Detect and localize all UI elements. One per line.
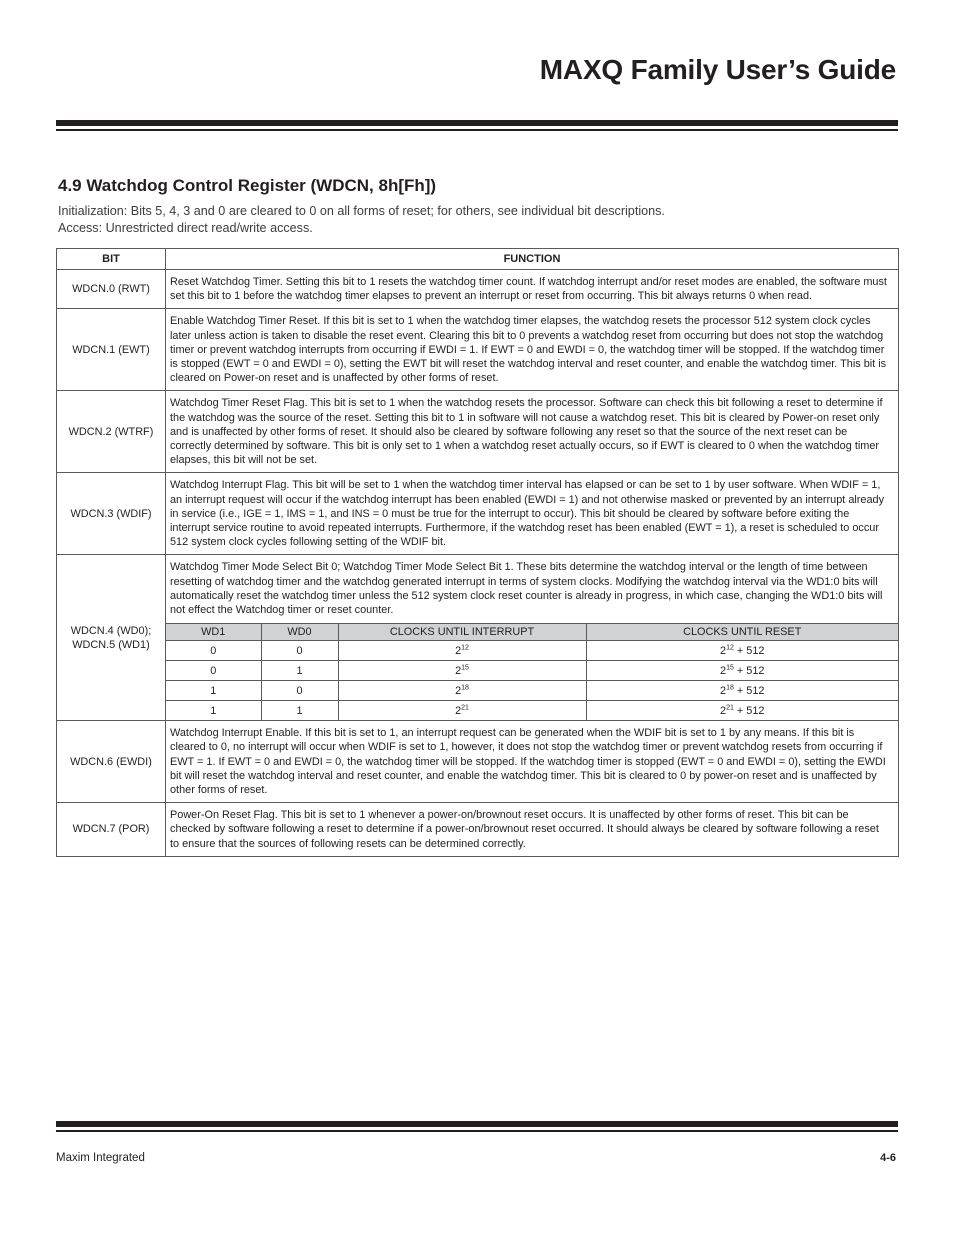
wd1-value: 1	[166, 701, 261, 721]
clocks-until-interrupt-value	[338, 641, 586, 661]
bit-cell: WDCN.3 (WDIF)	[57, 473, 166, 555]
clocks-until-interrupt-value	[338, 661, 586, 681]
bit-cell: WDCN.7 (POR)	[57, 803, 166, 857]
bit-cell: WDCN.2 (WTRF)	[57, 391, 166, 473]
table-header-row	[57, 249, 899, 270]
footer-rule-thin	[56, 1130, 898, 1132]
clocks-until-interrupt-value	[338, 681, 586, 701]
function-cell: Watchdog Timer Reset Flag. This bit is set to 1 when the watchdog resets the processor. Software can check this bit following a reset to determine if the watchdog was the source of the reset. Setting this bit to 1 in software will not cause a watchdog reset. This bit is cleared by Power-on reset only and is unaffected by other forms of reset. It should also be cleared by software following any reset so that the source of the next reset can be correctly determined by software. This bit is only set to 1 when a watchdog reset actually occurs, so if EWT is cleared to 0 when the watchdog timer elapses, this bit will not be set.	[166, 391, 899, 473]
power-base: 2	[455, 644, 462, 657]
bit-label-wd0: WDCN.4 (WD0);	[70, 624, 152, 637]
reset-offset: + 512	[733, 704, 765, 717]
function-cell: Reset Watchdog Timer. Setting this bit to 1 resets the watchdog timer count. If watchdog interrupt and/or reset modes are enabled, the software must set this bit to 1 before the watchdog timer elapses to prevent an interrupt or reset from occurring. This bit always returns 0 when read.	[166, 270, 899, 309]
table-row	[57, 473, 899, 555]
footer-rule-thick	[56, 1121, 898, 1127]
bit-column-header: BIT	[57, 249, 166, 270]
table-row	[57, 391, 899, 473]
clocks-until-reset-value	[586, 701, 898, 721]
wd1-value: 0	[166, 661, 261, 681]
power-exponent: 21	[726, 704, 734, 712]
power-exponent: 15	[461, 664, 469, 672]
wd1-value: 1	[166, 681, 261, 701]
clocks-until-reset-value	[586, 661, 898, 681]
section-title: 4.9 Watchdog Control Register (WDCN, 8h[Fh])	[58, 176, 437, 195]
bit-cell	[57, 555, 166, 721]
wd0-value: 0	[261, 681, 338, 701]
reset-offset: + 512	[733, 644, 765, 657]
header-rule-thick	[56, 120, 898, 126]
power-exponent: 15	[726, 664, 734, 672]
bit-cell: WDCN.1 (EWT)	[57, 309, 166, 391]
function-text: Watchdog Timer Mode Select Bit 0; Watchdog Timer Mode Select Bit 1. These bits determine the watchdog interval or the length of time between resetting of watchdog timer and the watchdog generated interrupt in terms of system clocks. Modifying the watchdog interval via the WD1:0 bits will automatically reset the watchdog timer unless the 512 system clock reset counter is already in progress, in which case, changing the WD1:0 bits will not effect the Watchdog timer or reset counter.	[170, 561, 883, 617]
power-exponent: 21	[461, 704, 469, 712]
power-base: 2	[720, 684, 727, 697]
table-row	[57, 270, 899, 309]
interval-row	[166, 641, 898, 661]
interval-header-row	[166, 624, 898, 641]
document-title: MAXQ Family User’s Guide	[539, 54, 896, 85]
footer-company: Maxim Integrated	[56, 1152, 145, 1164]
table-row	[57, 721, 899, 803]
page-number: 4-6	[880, 1152, 896, 1164]
reset-offset: + 512	[733, 684, 765, 697]
function-cell	[166, 555, 899, 721]
power-base: 2	[720, 664, 727, 677]
power-base: 2	[720, 644, 727, 657]
function-cell: Power-On Reset Flag. This bit is set to 1 whenever a power-on/brownout reset occurs. It is unaffected by other forms of reset. This bit can be checked by software following a reset to determine if a power-on/brownout reset occurred. It should always be cleared by software following a reset to ensure that the sources of following resets can be determined correctly.	[166, 803, 899, 857]
function-cell: Watchdog Interrupt Flag. This bit will be set to 1 when the watchdog timer interval has elapsed or can be set to 1 by user software. When WDIF = 1, an interrupt request will occur if the watchdog interrupt has been enabled (EWDI = 1) and not otherwise masked or prevented by an interrupt already in service (i.e., IGE = 1, IMS = 1, and INS = 0 must be true for the interrupt to occur). This bit should be cleared by software before exiting the interrupt service routine to avoid repeated interrupts. Furthermore, if the watchdog reset has been enabled (EWT = 1), a reset is scheduled to occur 512 system clock cycles following setting of the WDIF bit.	[166, 473, 899, 555]
access-text: Access: Unrestricted direct read/write access.	[58, 221, 313, 235]
wd0-value: 0	[261, 641, 338, 661]
register-bit-table	[56, 248, 899, 857]
reset-offset: + 512	[733, 664, 765, 677]
table-row	[57, 309, 899, 391]
clocks-until-reset-header: CLOCKS UNTIL RESET	[586, 624, 898, 641]
wd0-header: WD0	[261, 624, 338, 641]
initialization-text: Initialization: Bits 5, 4, 3 and 0 are cleared to 0 on all forms of reset; for others, see individual bit descriptions.	[58, 204, 665, 218]
function-cell: Watchdog Interrupt Enable. If this bit is set to 1, an interrupt request can be generated when the WDIF bit is set to 1 by any means. If this bit is cleared to 0, no interrupt will occur when WDIF is set to 1, however, it does not stop the watchdog timer or prevent watchdog resets from occurring if EWT = 1. If EWT = 0 and EWDI = 0, the watchdog timer will be stopped. If the watchdog timer is stopped (EWT = 0 and EWDI = 0), setting the EWDI bit will reset the watchdog interval and reset counter, and enable the watchdog timer. This bit is cleared to 0 by power-on reset and is unaffected by other forms of reset.	[166, 721, 899, 803]
power-base: 2	[455, 684, 462, 697]
power-exponent: 12	[726, 644, 734, 652]
interval-row	[166, 701, 898, 721]
wd1-value: 0	[166, 641, 261, 661]
power-exponent: 12	[461, 644, 469, 652]
clocks-until-interrupt-header: CLOCKS UNTIL INTERRUPT	[338, 624, 586, 641]
bit-cell: WDCN.6 (EWDI)	[57, 721, 166, 803]
header-rule-thin	[56, 129, 898, 131]
power-base: 2	[455, 664, 462, 677]
clocks-until-reset-value	[586, 641, 898, 661]
clocks-until-interrupt-value	[338, 701, 586, 721]
power-exponent: 18	[461, 684, 469, 692]
power-exponent: 18	[726, 684, 734, 692]
power-base: 2	[720, 704, 727, 717]
table-row-watchdog-mode	[57, 555, 899, 721]
power-base: 2	[455, 704, 462, 717]
function-column-header: FUNCTION	[166, 249, 899, 270]
wd0-value: 1	[261, 661, 338, 681]
function-cell: Enable Watchdog Timer Reset. If this bit is set to 1 when the watchdog timer elapses, the watchdog resets the processor 512 system clock cycles later unless action is taken to disable the reset event. Clearing this bit to 0 prevents a watchdog reset from occurring but does not stop the watchdog timer or prevent watchdog interrupts from occurring if EWDI = 1. If EWT = 0 and EWDI = 0, the watchdog timer will be stopped. If the watchdog timer is stopped (EWT = 0 and EWDI = 0), setting the EWT bit will reset the watchdog interval and reset counter, and enable the watchdog timer. This bit is cleared on Power-on reset and is unaffected by other forms of reset.	[166, 309, 899, 391]
bit-cell: WDCN.0 (RWT)	[57, 270, 166, 309]
wd1-header: WD1	[166, 624, 261, 641]
clocks-until-reset-value	[586, 681, 898, 701]
interval-row	[166, 681, 898, 701]
watchdog-interval-table	[166, 623, 898, 720]
interval-row	[166, 661, 898, 681]
table-row	[57, 803, 899, 857]
bit-label-wd1: WDCN.5 (WD1)	[72, 638, 150, 651]
wd0-value: 1	[261, 701, 338, 721]
